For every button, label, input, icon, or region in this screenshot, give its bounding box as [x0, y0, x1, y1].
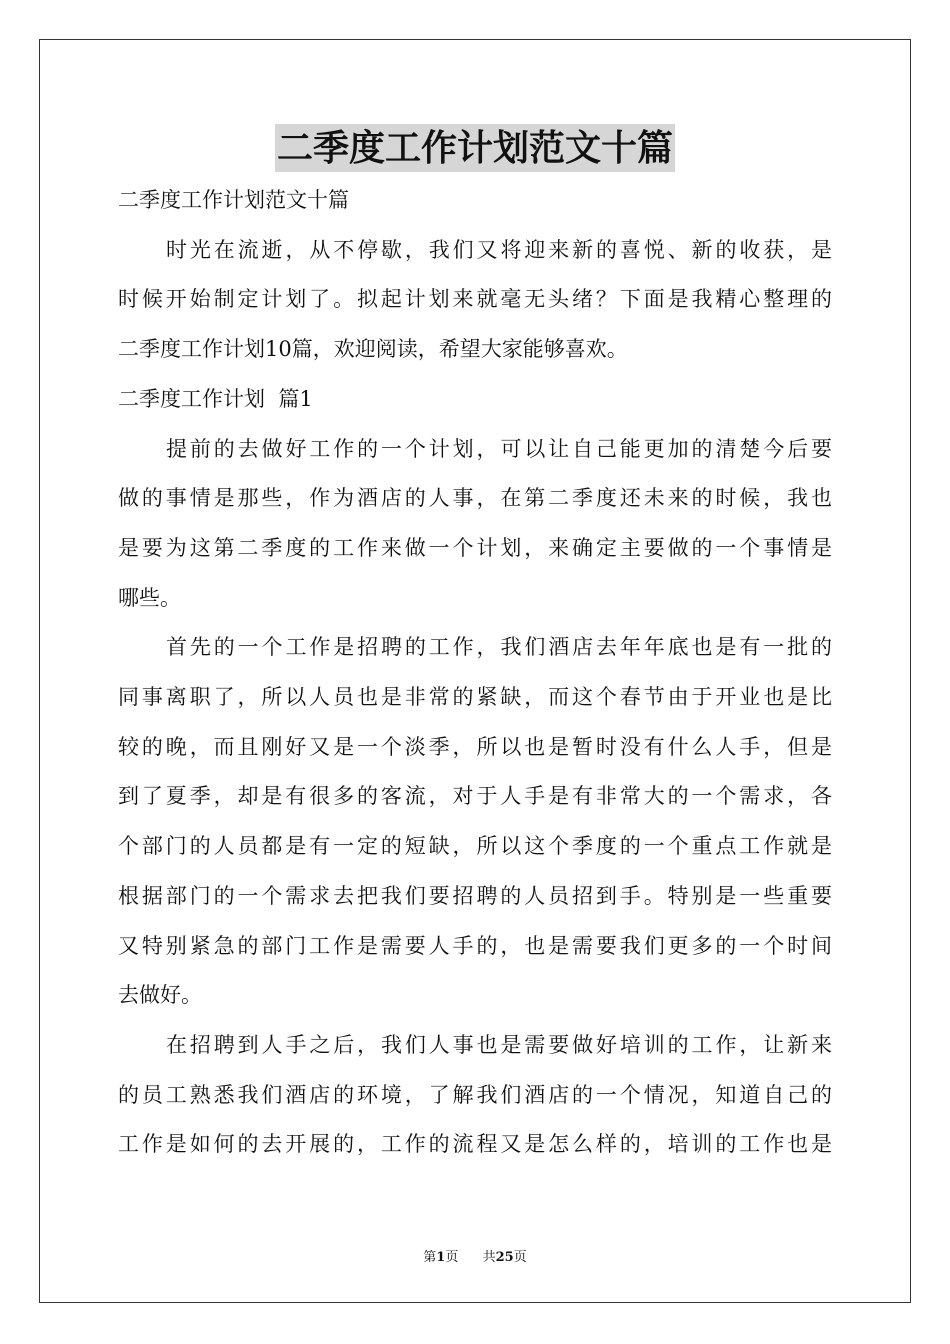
intro-line-2: 时候开始制定计划了。拟起计划来就毫无头绪？下面是我精心整理的 [118, 287, 832, 312]
footer-page-prefix: 第 [423, 1250, 437, 1265]
paragraph-1-line-4: 哪些。 [118, 585, 181, 610]
paragraph-3-line-3: 工作是如何的去开展的，工作的流程又是怎么样的，培训的工作也是 [118, 1132, 832, 1157]
footer-total-prefix: 共 [482, 1250, 496, 1265]
paragraph-2-line-1: 首先的一个工作是招聘的工作，我们酒店去年年底也是有一批的 [166, 635, 832, 660]
paragraph-1-line-1: 提前的去做好工作的一个计划，可以让自己能更加的清楚今后要 [166, 436, 832, 461]
paragraph-2-line-5: 个部门的人员都是有一定的短缺，所以这个季度的一个重点工作就是 [118, 834, 832, 859]
document-title: 二季度工作计划范文十篇 [275, 124, 675, 172]
footer-total-pages: 25 [495, 1250, 514, 1265]
footer-page-number: 1 [436, 1250, 446, 1265]
footer-page-suffix: 页 [445, 1250, 459, 1265]
intro-line-1: 时光在流逝，从不停歇，我们又将迎来新的喜悦、新的收获，是 [166, 237, 832, 262]
paragraph-2-line-3: 较的晚，而且刚好又是一个淡季，所以也是暂时没有什么人手，但是 [118, 734, 832, 759]
document-body [118, 176, 832, 1170]
paragraph-2-line-2: 同事离职了，所以人员也是非常的紧缺，而这个春节由于开业也是比 [118, 685, 832, 710]
page-footer [0, 1249, 950, 1267]
intro-line-3: 二季度工作计划10篇，欢迎阅读，希望大家能够喜欢。 [118, 337, 628, 362]
paragraph-1-line-3: 是要为这第二季度的工作来做一个计划，来确定主要做的一个事情是 [118, 535, 832, 560]
subtitle-line: 二季度工作计划范文十篇 [118, 188, 349, 212]
paragraph-2-line-6: 根据部门的一个需求去把我们要招聘的人员招到手。特别是一些重要 [118, 883, 832, 908]
section-heading-1: 二季度工作计划 篇1 [118, 386, 313, 411]
paragraph-3-line-1: 在招聘到人手之后，我们人事也是需要做好培训的工作，让新来 [166, 1032, 832, 1057]
paragraph-2-line-4: 到了夏季，却是有很多的客流，对于人手是有非常大的一个需求，各 [118, 784, 832, 809]
title-wrapper [0, 124, 950, 172]
paragraph-2-line-7: 又特别紧急的部门工作是需要人手的，也是需要我们更多的一个时间 [118, 933, 832, 958]
paragraph-2-line-8: 去做好。 [118, 983, 202, 1008]
paragraph-1-line-2: 做的事情是那些，作为酒店的人事，在第二季度还未来的时候，我也 [118, 486, 832, 511]
footer-total-suffix: 页 [513, 1250, 527, 1265]
paragraph-3-line-2: 的员工熟悉我们酒店的环境，了解我们酒店的一个情况，知道自己的 [118, 1082, 832, 1107]
